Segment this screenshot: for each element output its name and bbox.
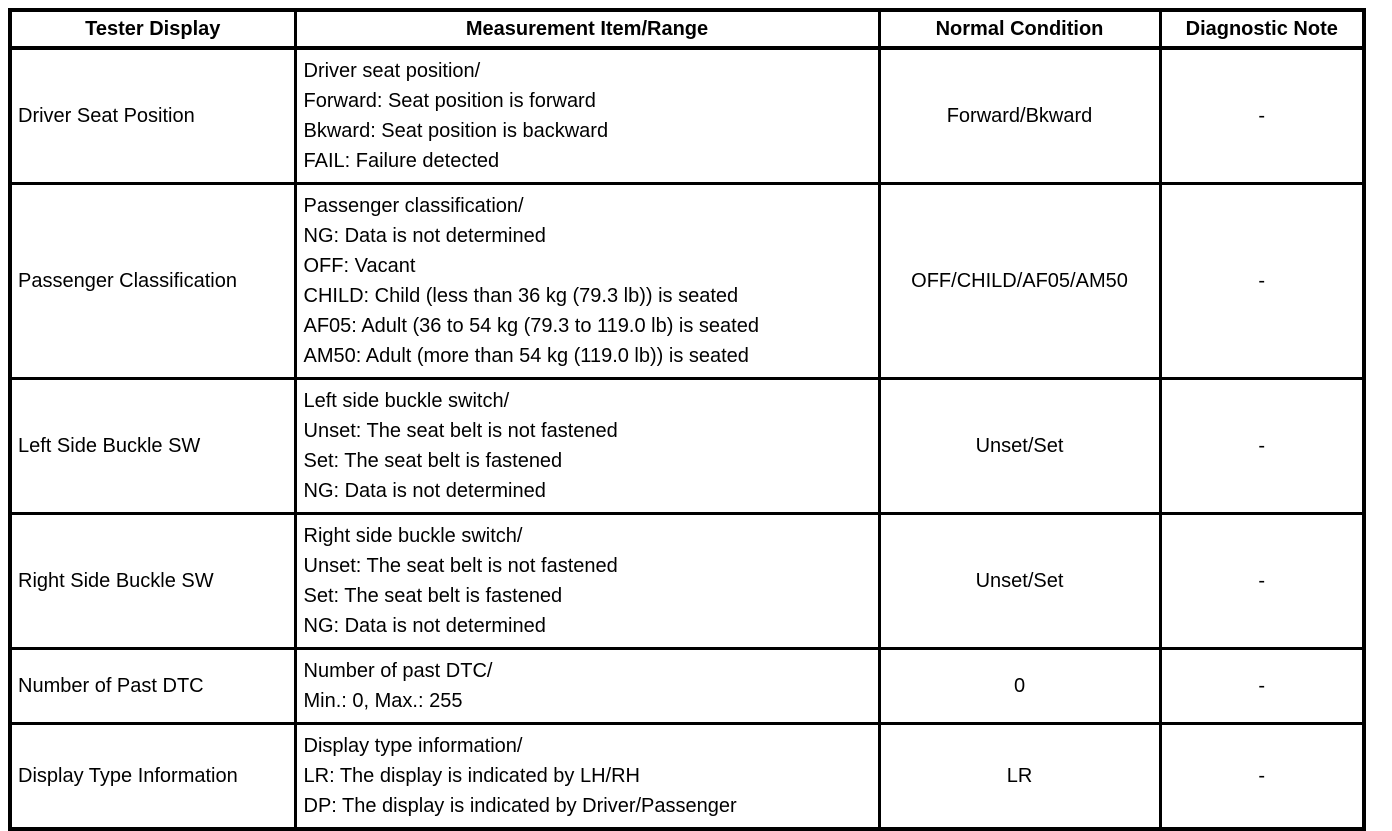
- cell-diagnostic-note: -: [1160, 649, 1364, 724]
- data-list-table: [8, 8, 1366, 831]
- table-row: [10, 514, 1364, 649]
- cell-tester-display: Passenger Classification: [10, 184, 295, 379]
- measurement-line: OFF: Vacant: [303, 255, 416, 277]
- cell-normal-condition: OFF/CHILD/AF05/AM50: [879, 184, 1160, 379]
- cell-diagnostic-note: -: [1160, 184, 1364, 379]
- cell-measurement-item-range: [295, 724, 879, 830]
- measurement-line: Unset: The seat belt is not fastened: [303, 555, 618, 577]
- cell-measurement-item-range: [295, 379, 879, 514]
- measurement-line: LR: The display is indicated by LH/RH: [303, 765, 640, 787]
- cell-normal-condition: Forward/Bkward: [879, 48, 1160, 184]
- measurement-line: Right side buckle switch/: [303, 525, 523, 547]
- measurement-line: NG: Data is not determined: [303, 480, 546, 502]
- measurement-line: Forward: Seat position is forward: [303, 90, 596, 112]
- cell-tester-display: Number of Past DTC: [10, 649, 295, 724]
- cell-diagnostic-note: -: [1160, 724, 1364, 830]
- cell-normal-condition: LR: [879, 724, 1160, 830]
- cell-normal-condition: Unset/Set: [879, 514, 1160, 649]
- column-header-tester-display: Tester Display: [10, 10, 295, 48]
- measurement-line: Display type information/: [303, 735, 523, 757]
- cell-diagnostic-note: -: [1160, 514, 1364, 649]
- measurement-line: Passenger classification/: [303, 195, 524, 217]
- measurement-line: CHILD: Child (less than 36 kg (79.3 lb)) is seated: [303, 285, 739, 307]
- table-row: [10, 48, 1364, 184]
- cell-normal-condition: Unset/Set: [879, 379, 1160, 514]
- measurement-line: NG: Data is not determined: [303, 225, 546, 247]
- table-row: [10, 724, 1364, 830]
- column-header-measurement-item-range: Measurement Item/Range: [295, 10, 879, 48]
- column-header-normal-condition: Normal Condition: [879, 10, 1160, 48]
- table-row: [10, 184, 1364, 379]
- measurement-line: Number of past DTC/: [303, 660, 493, 682]
- cell-measurement-item-range: [295, 48, 879, 184]
- cell-tester-display: Driver Seat Position: [10, 48, 295, 184]
- cell-tester-display: Display Type Information: [10, 724, 295, 830]
- cell-measurement-item-range: [295, 649, 879, 724]
- table-header-row: [10, 10, 1364, 48]
- measurement-line: Set: The seat belt is fastened: [303, 585, 563, 607]
- measurement-line: DP: The display is indicated by Driver/Passenger: [303, 795, 737, 817]
- cell-tester-display: Right Side Buckle SW: [10, 514, 295, 649]
- measurement-line: Set: The seat belt is fastened: [303, 450, 563, 472]
- measurement-line: Bkward: Seat position is backward: [303, 120, 609, 142]
- cell-diagnostic-note: -: [1160, 48, 1364, 184]
- cell-tester-display: Left Side Buckle SW: [10, 379, 295, 514]
- measurement-line: Driver seat position/: [303, 60, 481, 82]
- measurement-line: FAIL: Failure detected: [303, 150, 500, 172]
- table-row: [10, 379, 1364, 514]
- cell-diagnostic-note: -: [1160, 379, 1364, 514]
- cell-measurement-item-range: [295, 514, 879, 649]
- table-row: [10, 649, 1364, 724]
- measurement-line: AF05: Adult (36 to 54 kg (79.3 to 119.0 lb) is seated: [303, 315, 759, 337]
- measurement-line: AM50: Adult (more than 54 kg (119.0 lb)) is seated: [303, 345, 749, 367]
- cell-measurement-item-range: [295, 184, 879, 379]
- column-header-diagnostic-note: Diagnostic Note: [1160, 10, 1364, 48]
- measurement-line: Unset: The seat belt is not fastened: [303, 420, 618, 442]
- measurement-line: Min.: 0, Max.: 255: [303, 690, 463, 712]
- measurement-line: Left side buckle switch/: [303, 390, 510, 412]
- measurement-line: NG: Data is not determined: [303, 615, 546, 637]
- cell-normal-condition: 0: [879, 649, 1160, 724]
